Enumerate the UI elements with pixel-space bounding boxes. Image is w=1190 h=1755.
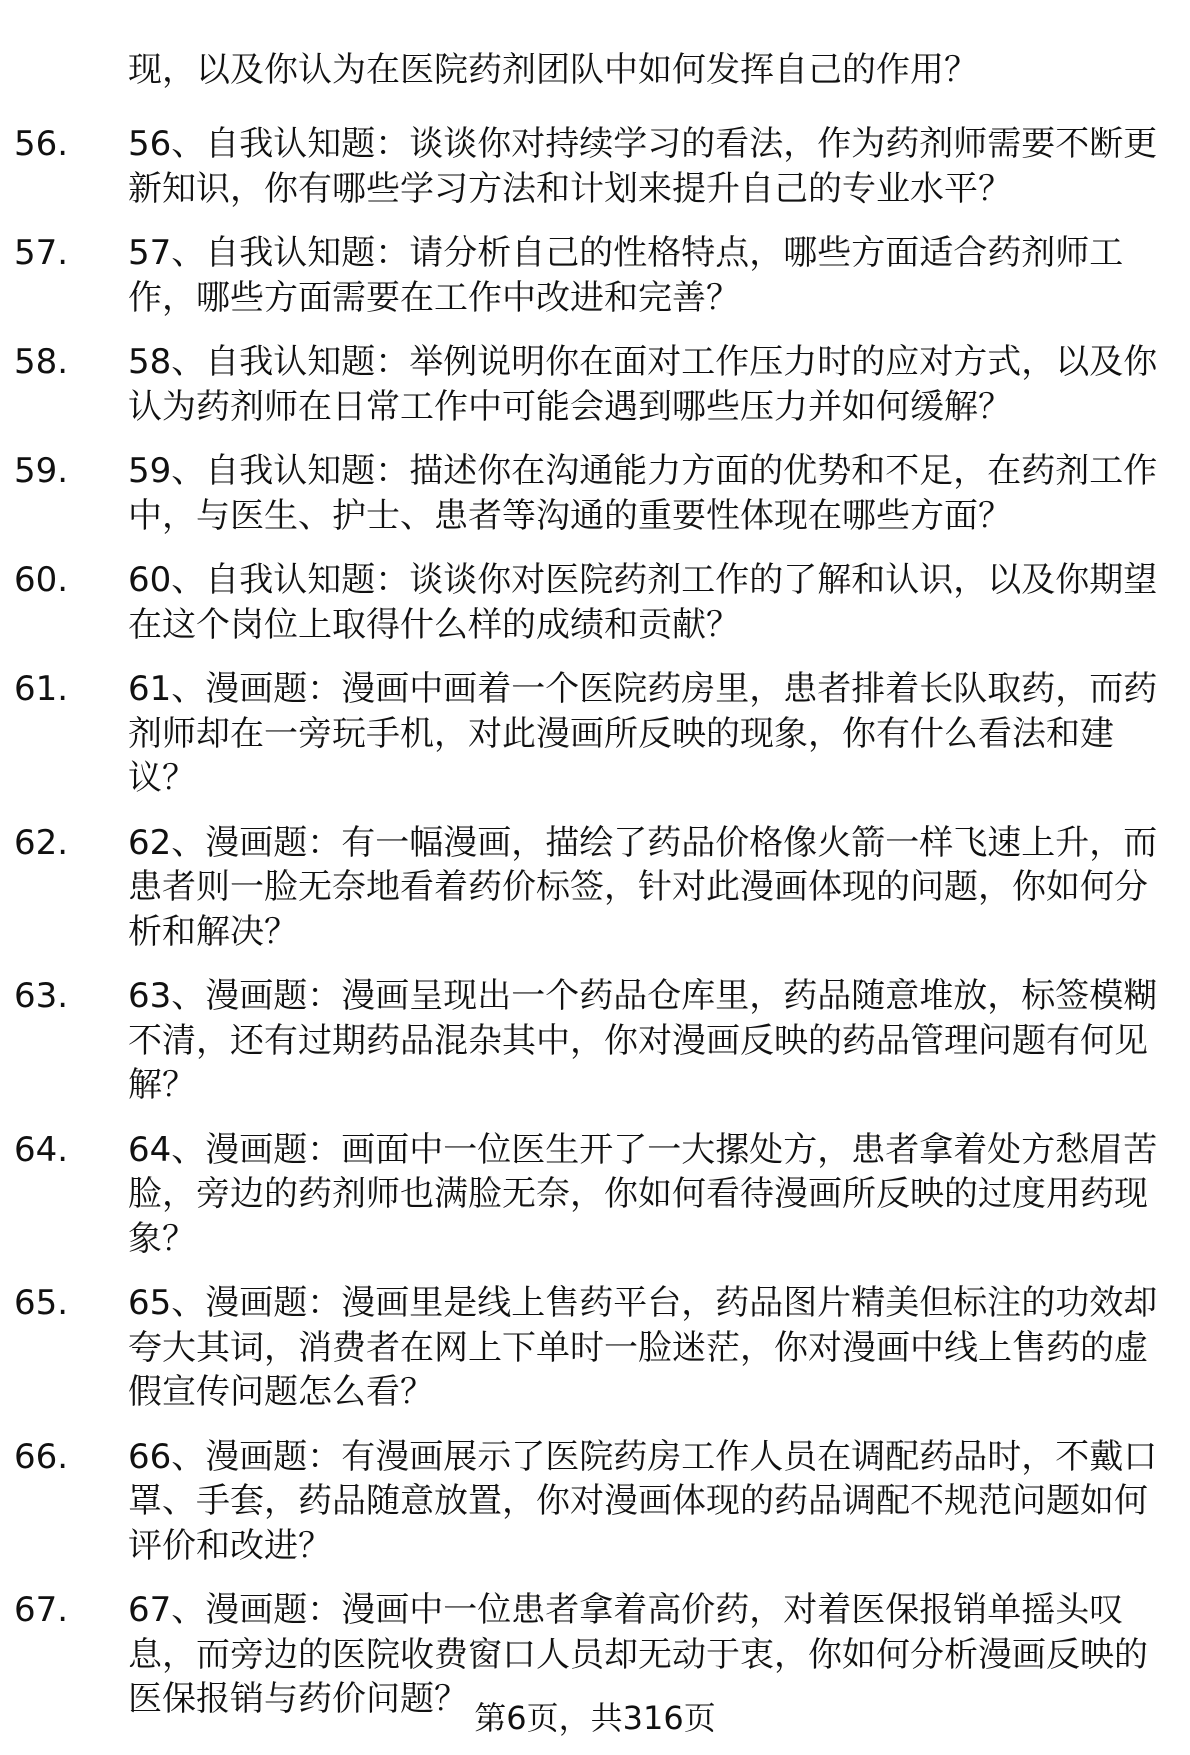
item-text: 65、漫画题：漫画里是线上售药平台，药品图片精美但标注的功效却夸大其词，消费者在网上下单时一脸迷茫，你对漫画中线上售药的虚假宣传问题怎么看？ [128, 1283, 1158, 1412]
item-number: 64. [14, 1129, 69, 1170]
question-list [0, 122, 1190, 1742]
list-item [0, 974, 1190, 1108]
item-text: 58、自我认知题：举例说明你在面对工作压力时的应对方式，以及你认为药剂师在日常工作中可能会遇到哪些压力并如何缓解？ [128, 342, 1158, 427]
item-text: 57、自我认知题：请分析自己的性格特点，哪些方面适合药剂师工作，哪些方面需要在工作中改进和完善？ [128, 233, 1124, 318]
list-item [0, 231, 1190, 320]
item-text: 60、自我认知题：谈谈你对医院药剂工作的了解和认识，以及你期望在这个岗位上取得什么样的成绩和贡献？ [128, 560, 1158, 645]
item-text: 62、漫画题：有一幅漫画，描绘了药品价格像火箭一样飞速上升，而患者则一脸无奈地看着药价标签，针对此漫画体现的问题，你如何分析和解决？ [128, 822, 1158, 952]
item-number: 56. [14, 124, 69, 164]
item-text: 64、漫画题：画面中一位医生开了一大摞处方，患者拿着处方愁眉苦脸，旁边的药剂师也满脸无奈，你如何看待漫画所反映的过度用药现象？ [128, 1129, 1158, 1259]
item-number: 67. [14, 1590, 69, 1630]
list-item [0, 1281, 1190, 1415]
item-text: 61、漫画题：漫画中画着一个医院药房里，患者排着长队取药，而药剂师却在一旁玩手机，对此漫画所反映的现象，你有什么看法和建议？ [128, 669, 1158, 798]
item-text: 59、自我认知题：描述你在沟通能力方面的优势和不足，在药剂工作中，与医生、护士、患者等沟通的重要性体现在哪些方面？ [128, 451, 1158, 536]
list-item [0, 1435, 1190, 1569]
list-item [0, 821, 1190, 955]
item-text: 67、漫画题：漫画中一位患者拿着高价药，对着医保报销单摇头叹息，而旁边的医院收费窗口人员却无动于衷，你如何分析漫画反映的医保报销与药价问题？ [128, 1590, 1148, 1719]
item-number: 57. [14, 233, 69, 273]
list-item [0, 449, 1190, 538]
item-number: 58. [14, 342, 69, 382]
item-number: 63. [14, 976, 69, 1016]
list-item [0, 667, 1190, 801]
item-text: 66、漫画题：有漫画展示了医院药房工作人员在调配药品时，不戴口罩、手套，药品随意放置，你对漫画体现的药品调配不规范问题如何评价和改进？ [128, 1436, 1158, 1566]
list-item [0, 122, 1190, 211]
item-text: 63、漫画题：漫画呈现出一个药品仓库里，药品随意堆放，标签模糊不清，还有过期药品混杂其中，你对漫画反映的药品管理问题有何见解？ [128, 976, 1158, 1105]
item-number: 60. [14, 560, 69, 600]
item-number: 66. [14, 1436, 69, 1477]
list-item [0, 340, 1190, 429]
list-item [0, 558, 1190, 647]
page-footer: 第6页，共316页 [474, 1699, 716, 1737]
item-number: 65. [14, 1283, 69, 1323]
item-number: 62. [14, 822, 69, 863]
continuation-text: 现，以及你认为在医院药剂团队中如何发挥自己的作用？ [128, 50, 978, 90]
item-number: 59. [14, 451, 69, 491]
item-number: 61. [14, 669, 69, 709]
item-text: 56、自我认知题：谈谈你对持续学习的看法，作为药剂师需要不断更新知识，你有哪些学习方法和计划来提升自己的专业水平？ [128, 124, 1158, 209]
list-item [0, 1128, 1190, 1262]
